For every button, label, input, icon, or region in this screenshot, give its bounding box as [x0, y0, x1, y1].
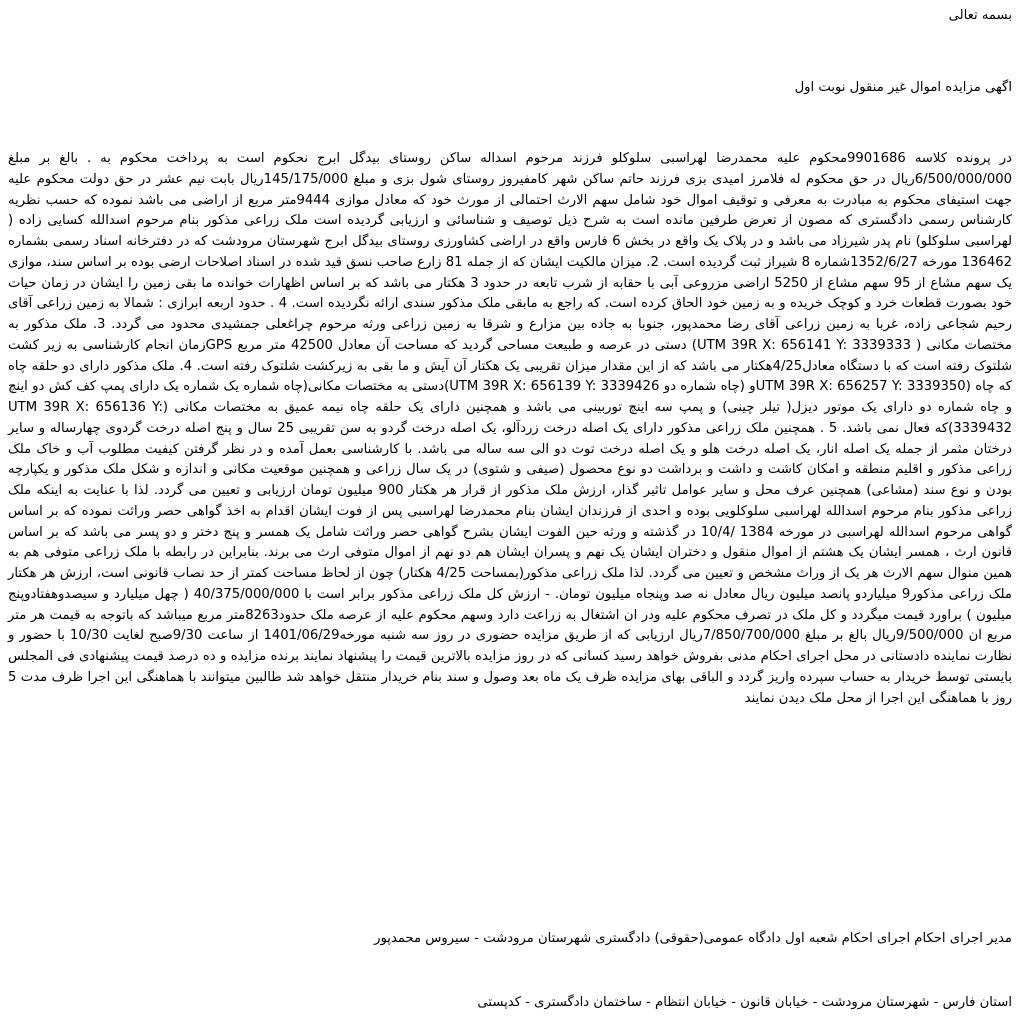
address-line: استان فارس - شهرستان مرودشت - خیابان قانون - خیابان انتظام - ساختمان دادگستری - کدپستی: [477, 995, 1012, 1010]
notice-title: اگهی مزایده اموال غیر منقول نوبت اول: [794, 80, 1012, 95]
bismillah-heading: بسمه تعالی: [948, 8, 1012, 23]
signature-line: مدیر اجرای احکام اجرای احکام شعبه اول دادگاه عمومی(حقوقی) دادگستری شهرستان مرودشت - سیروس محمدپور: [374, 931, 1012, 946]
notice-body-text: در پرونده کلاسه 9901686محکوم علیه محمدرضا لهراسبی سلوکلو فرزند مرحوم اسداله ساکن روستای بیدگل ابرج نحکوم است به پرداخت محکوم به . بالغ بر مبلغ 6/500/000/000ریال در حق محکوم له فلامرز امیدی بزی فرزند حاتم ساکن شهر کامفیروز روستای شول بزی و مبلغ 145/175/000ریال بابت نیم عشر در حق دولت محکوم علیه جهت استیفای محکوم به مبادرت به معرفی و توقیف اموال خود شامل سهم الارث احتمالی از مورث خود که معادل موازی 9444متر مربع از اراضی می باشد نموده که حسب نظریه کارشناس رسمی دادگستری که مصون از تعرض طرفین مانده است به شرح ذیل توصیف و شناسائی و ارزیابی گردیده است ملک زراعی مذکور بنام مرحوم اسدالله کسایی زاده ( لهراسبی سلوکلو) نام پدر شیرزاد می باشد و در پلاک یک واقع در بخش 6 فارس واقع در اراضی کشاورزی روستای بیدگل ابرج شهرستان مرودشت که در دفترخانه اسناد رسمی بشماره 136462 مورخه 1352/6/27شماره 8 شیراز ثبت گردیده است. 2. میزان مالکیت ایشان که از جمله 81 زارع صاحب نسق قید شده در اسناد اصلاحات ارضی بوده بر اساس سند، موازی یک سهم مشاع از 95 سهم مشاع از 5250 اراضی مزروعی آبی با حقابه از شرب تابعه در حدود 3 هکتار می باشد که بر اساس اظهارات خوانده ما بقی زمین را ایشان در زمان حیات خود بصورت قطعات خرد و کوچک خریده و به زمین خود الحاق کرده است. که راجع به مابقی ملک مذکور سندی ارائه نگردیده است. 4 . حدود اربعه ابرازی : شمالا به زمین زراعی آقای رحیم شجاعی زاده، غربا به زمین زراعی آقای رضا محمدپور، جنوبا به جاده بین مزارع و شرقا به زمین زراعی ورثه مرحوم چراغعلی جمشیدی محدود می گردد. 3. ملک مذکور به مختصات مکانی ( UTM 39R X: 656141 Y: 3339333) دستی در عرصه و طبیعت مساحی گردید که مساحت آن معادل 42500 متر مربع GPSزمان انجام کارشناسی به زیر کشت شلتوک رفته است که با دستگاه معادل4/25هکتار می باشد که از این مقدار میزان تقریبی یک هکتار آن آیش و ما بقی به زیرکشت شلتوک رفته است. 4. ملک مذکور دارای دو حلقه چاه که چاه (UTM 39R X: 656257 Y: 3339350و (چاه شماره دو UTM 39R X: 656139 Y: 3339426)دستی به مختصات مکانی(چاه شماره یک شماره یک دارای پمپ کف کش دو اینچ و چاه شماره دو دارای یک موتور دیزل( تیلر چینی) و پمپ سه اینچ توربینی می باشد و همچنین دارای یک حلقه چاه نیمه عمیق به مختصات مکانی (UTM 39R X: 656136 Y: 3339432)که فعال نمی باشد. 5 . همچنین ملک زراعی مذکور دارای یک اصله درخت زردآلو، یک اصله درخت گردو به سن تقریبی 25 سال و پنج اصله درخت گردوی چهارساله و سایر درختان مثمر از جمله یک اصله انار، یک اصله درخت هلو و یک اصله درخت توت دو الی سه ساله می باشد. با کارشناسی بعمل آمده و در نظر گرفتن کیفیت مطلوب آب و خاک ملک زراعی مذکور و اقلیم منطقه و امکان کاشت و داشت و برداشت دو نوع محصول (صیفی و شتوی) در یک سال زراعی و همچنین موقعیت مکانی و اندازه و شکل ملک مذکور و یکپارچه بودن و نوع سند (مشاعی) همچنین عرف محل و سایر عوامل تاثیر گذار، ارزش ملک مذکور از قرار هر هکتار 900 میلیون تومان ارزیابی و تعیین می گردد. لذا با عنایت به اینکه ملک زراعی مذکور بنام مرحوم اسدالله لهراسبی سلوکلویی بوده و احدی از فرزندان ایشان بنام محمدرضا لهراسبی پس از فوت ایشان اقدام به اخذ گواهی حصر وراثت نموده که بر اساس گواهی مرحوم اسدالله لهراسبی در مورخه 1384 /10/4 در گذشته و ورثه حین الفوت ایشان بشرح گواهی حصر وراثت شامل یک همسر و پنج دختر و دو پسر می باشد که بر اساس قانون ارث ، همسر ایشان یک هشتم از اموال منقول و دختران ایشان یک نهم و پسران ایشان هم دو نهم از اموال متوفی ارث می برند. بنابراین در رابطه با ملک زراعی متوفی هم به همین منوال سهم الارث هر یک از وراث مشخص و تعیین می گردد. لذا ملک زراعی مذکور(بمساحت 4/25 هکتار) چون از لحاظ مساحت کمتر از حد نصاب قانونی است، ارزش هر هکتار ملک زراعی مذکور9 میلیاردو پانصد میلیون ریال معادل نه صد وپنجاه میلیون تومان. - ارزش کل ملک زراعی مذکور برابر است با 40/375/000/000 ( چهل میلیارد و سیصدوهفتادوپنج میلیون ) براورد قیمت میگردد و کل ملک در تصرف محکوم علیه ودر ان اشتغال به زراعت دارد وسهم محکوم علیه از عرصه ملک حدود8263متر مربع میباشد که باتوجه به قیمت هر متر مربع ان 9/500/000ریال بالغ بر مبلغ 7/850/700/000ریال ارزیابی که از طریق مزایده حضوری در روز سه شنبه مورخه1401/06/29 از ساعت 9/30صبح لغایت 10/30 با حضور و نظارت نماینده دادستانی در محل اجرای احکام مدنی بفروش خواهد رسید کسانی که در روز مزایده بالاترین قیمت را پیشنهاد نمایند برنده مزایده و ده درصد قیمت پیشنهادی فی المجلس بایستی توسط خریدار به حساب سپرده واریز گردد و الباقی بهای مزایده ظرف یک ماه بعد وصول و سند بنام خریدار منتقل خواهد شد طالبین میتوانند با هماهنگی این اجرا ظرف مدت 5 روز با هماهنگی این اجرا از محل ملک دیدن نمایند: [8, 151, 1013, 706]
